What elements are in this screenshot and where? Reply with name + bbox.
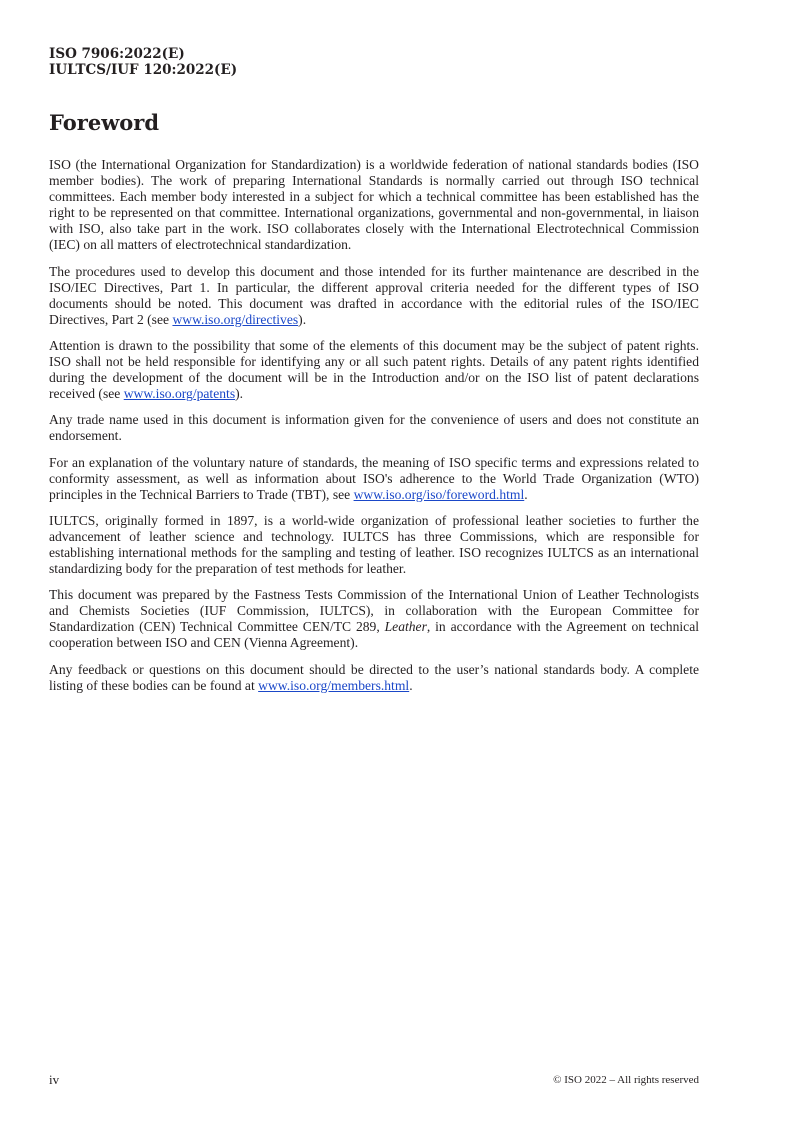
paragraph-text: , in accordance with the Agreement on technical cooperation between ISO and CEN (Vienna Agreement).: [49, 619, 699, 651]
copyright-notice: © ISO 2022 – All rights reserved: [553, 1074, 699, 1086]
paragraph-text: The procedures used to develop this document and those intended for its further maintenance are described in the ISO/IEC Directives, Part 1. In particular, the different approval criteria needed for the different types of ISO documents should be noted. This document was drafted in accordance with the editorial rules of the ISO/IEC Directives, Part 2 (see: [49, 263, 699, 327]
paragraph-patents: [49, 338, 699, 402]
foreword-body: [49, 157, 699, 704]
leather-italic: Leather: [384, 619, 427, 635]
patents-link[interactable]: www.iso.org/patents: [123, 386, 236, 402]
document-header: [49, 46, 237, 78]
paragraph-text: ).: [298, 311, 307, 327]
page-title: Foreword: [49, 110, 160, 135]
paragraph-iultcs: IULTCS, originally formed in 1897, is a world-wide organization of professional leather societies to further the advancement of leather science and technology. IULTCS has three Commissions, which are responsible for establishing international methods for the sampling and testing of leather. ISO recognizes IULTCS as an international standardizing body for the preparation of test methods for leather.: [49, 512, 699, 577]
foreword-link[interactable]: www.iso.org/iso/foreword.html: [353, 486, 525, 502]
paragraph-procedures: [49, 264, 699, 328]
page-number: iv: [49, 1072, 60, 1087]
paragraph-text: This document was prepared by the Fastness Tests Commission of the International Union of Leather Technologists and Chemists Societies (IUF Commission, IULTCS), in collaboration with the European Committee for Standardization (CEN) Technical Committee CEN/TC 289,: [49, 587, 699, 635]
paragraph-feedback: [49, 662, 699, 694]
directives-link[interactable]: www.iso.org/directives: [172, 311, 299, 327]
paragraph-iso-intro: ISO (the International Organization for Standardization) is a worldwide federation of national standards bodies (ISO member bodies). The work of preparing International Standards is normally carried out through ISO technical committees. Each member body interested in a subject for which a technical committee has been established has the right to be represented on that committee. International organizations, governmental and non-governmental, in liaison with ISO, also take part in the work. ISO collaborates closely with the International Electrotechnical Commission (IEC) on all matters of electrotechnical standardization.: [49, 157, 699, 253]
paragraph-text: Any feedback or questions on this document should be directed to the user’s national standards body. A complete listing of these bodies can be found at: [49, 661, 699, 693]
paragraph-text: Attention is drawn to the possibility that some of the elements of this document may be the subject of patent rights. ISO shall not be held responsible for identifying any or all such patent rights. Details of any patent rights identified during the development of the document will be in the Introduction and/or on the ISO list of patent declarations received (see: [49, 337, 699, 402]
paragraph-text: ).: [235, 386, 244, 402]
standard-number: ISO 7906:2022(E): [49, 46, 185, 62]
paragraph-text: .: [409, 677, 413, 693]
paragraph-prepared-by: [49, 587, 699, 651]
paragraph-text: For an explanation of the voluntary nature of standards, the meaning of ISO specific terms and expressions related to conformity assessment, as well as information about ISO's adherence to the World Trade Organization (WTO) principles in the Technical Barriers to Trade (TBT), see: [49, 454, 699, 502]
paragraph-trade-name: Any trade name used in this document is information given for the convenience of users and does not constitute an endorsement.: [49, 412, 699, 444]
members-link[interactable]: www.iso.org/members.html: [258, 677, 410, 693]
iultcs-number: IULTCS/IUF 120:2022(E): [49, 62, 238, 78]
paragraph-voluntary-nature: [49, 455, 699, 503]
paragraph-text: .: [524, 486, 528, 502]
